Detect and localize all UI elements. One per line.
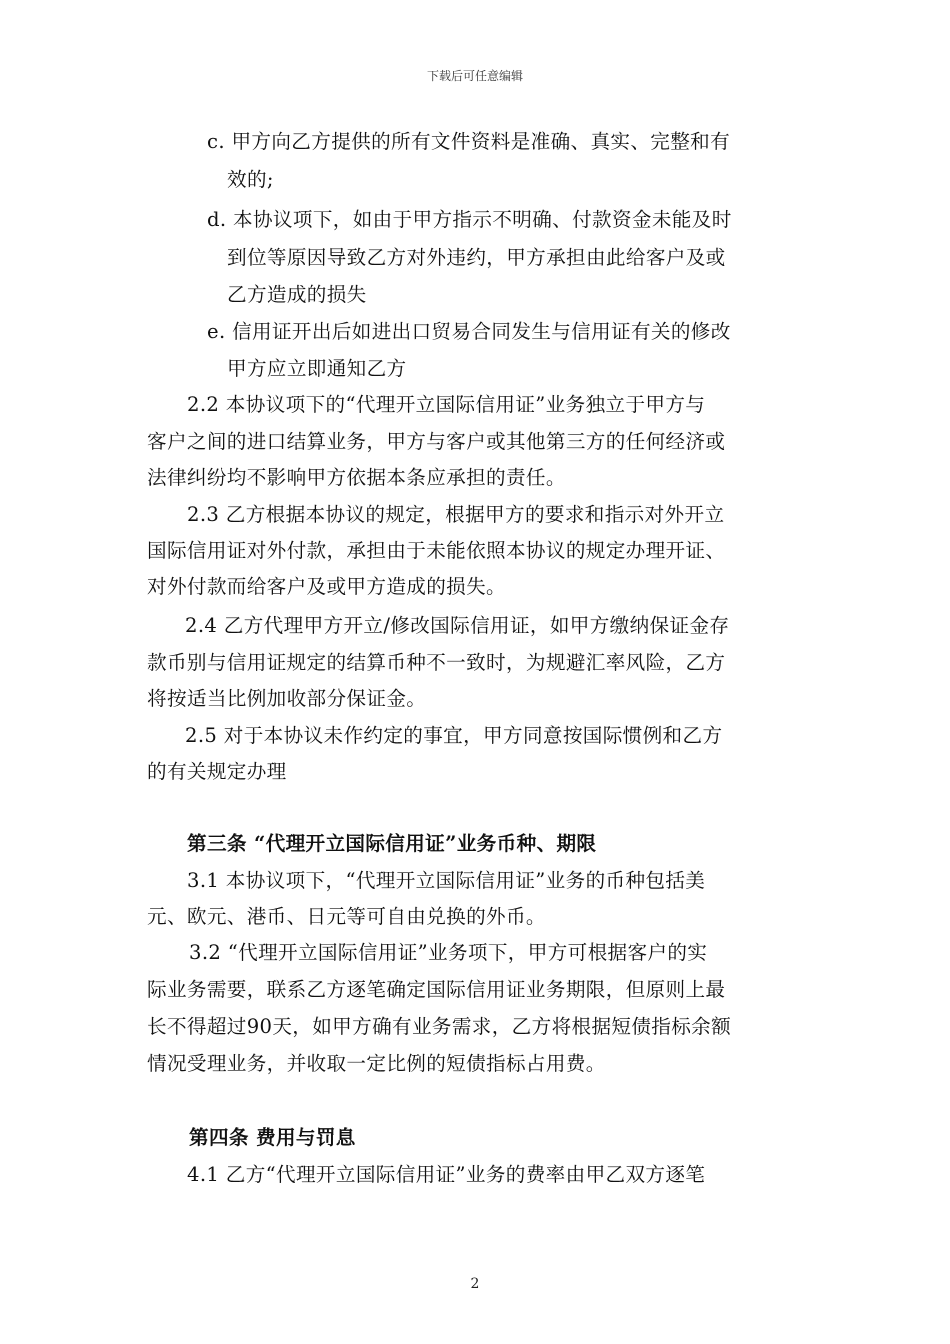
header-note: 下载后可任意编辑 (426, 69, 523, 83)
paragraph-2-3-line-2: 国际信用证对外付款，承担由于未能依照本协议的规定办理开证、 (147, 539, 726, 562)
list-item-d-line-2: 到位等原因导致乙方对外违约，甲方承担由此给客户及或 (227, 246, 726, 269)
paragraph-3-1-line-1: 3.1 本协议项下，“代理开立国际信用证”业务的币种包括美 (187, 869, 706, 892)
paragraph-2-2-line-1: 2.2 本协议项下的“代理开立国际信用证”业务独立于甲方与 (187, 393, 706, 416)
paragraph-3-2-line-3: 长不得超过90天，如甲方确有业务需求，乙方将根据短债指标余额 (147, 1015, 732, 1038)
paragraph-3-2-line-4: 情况受理业务，并收取一定比例的短债指标占用费。 (147, 1052, 606, 1075)
paragraph-2-4-line-2: 款币别与信用证规定的结算币种不一致时，为规避汇率风险，乙方 (147, 651, 726, 674)
paragraph-2-2-line-2: 客户之间的进口结算业务，甲方与客户或其他第三方的任何经济或 (147, 430, 726, 453)
list-item-d-line-3: 乙方造成的损失 (227, 283, 367, 306)
paragraph-2-5-line-2: 的有关规定办理 (147, 760, 287, 783)
list-item-e-line-2: 甲方应立即通知乙方 (227, 357, 407, 380)
paragraph-2-4-line-1: 2.4 乙方代理甲方开立/修改国际信用证，如甲方缴纳保证金存 (185, 614, 730, 637)
list-item-c-line-1: c. 甲方向乙方提供的所有文件资料是准确、真实、完整和有 (207, 130, 731, 153)
section-3-heading: 第三条 “代理开立国际信用证”业务币种、期限 (187, 832, 597, 855)
paragraph-4-1-line-1: 4.1 乙方“代理开立国际信用证”业务的费率由甲乙双方逐笔 (187, 1163, 706, 1186)
section-4-heading: 第四条 费用与罚息 (189, 1126, 356, 1149)
paragraph-3-2-line-1: 3.2 “代理开立国际信用证”业务项下，甲方可根据客户的实 (189, 941, 708, 964)
page-number: 2 (470, 1276, 480, 1292)
paragraph-2-5-line-1: 2.5 对于本协议未作约定的事宜，甲方同意按国际惯例和乙方 (185, 724, 723, 747)
paragraph-2-2-line-3: 法律纠纷均不影响甲方依据本条应承担的责任。 (147, 466, 566, 489)
paragraph-2-4-line-3: 将按适当比例加收部分保证金。 (147, 687, 427, 710)
paragraph-2-3-line-3: 对外付款而给客户及或甲方造成的损失。 (147, 575, 506, 598)
paragraph-3-2-line-2: 际业务需要，联系乙方逐笔确定国际信用证业务期限，但原则上最 (147, 978, 726, 1001)
list-item-c-line-2: 效的; (227, 168, 274, 191)
list-item-e-line-1: e. 信用证开出后如进出口贸易合同发生与信用证有关的修改 (207, 320, 731, 343)
paragraph-3-1-line-2: 元、欧元、港币、日元等可自由兑换的外币。 (147, 905, 546, 928)
list-item-d-line-1: d. 本协议项下，如由于甲方指示不明确、付款资金未能及时 (207, 208, 732, 231)
paragraph-2-3-line-1: 2.3 乙方根据本协议的规定，根据甲方的要求和指示对外开立 (187, 503, 725, 526)
